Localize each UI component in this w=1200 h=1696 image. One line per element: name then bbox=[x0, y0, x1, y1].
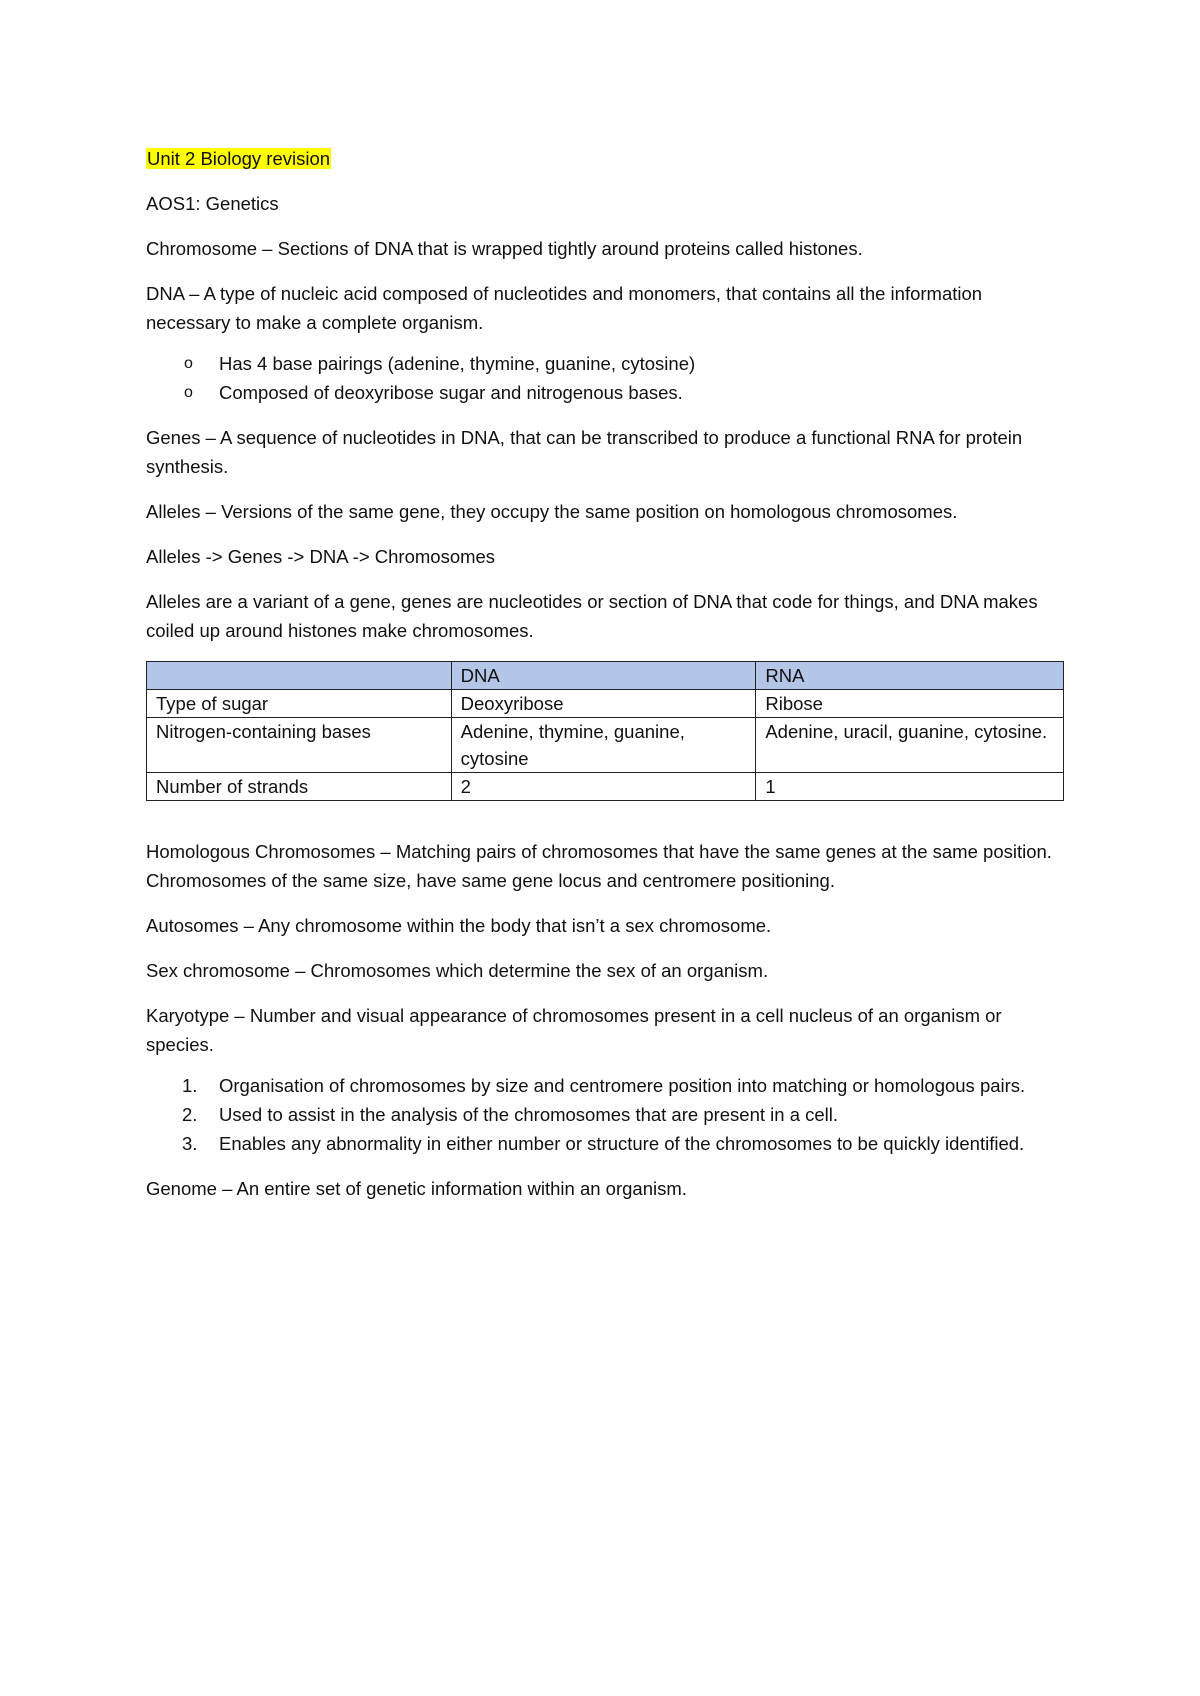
list-number: 3. bbox=[182, 1133, 198, 1154]
sex-chromosome-definition: Sex chromosome – Chromosomes which determine the sex of an organism. bbox=[146, 960, 769, 981]
table-row bbox=[147, 718, 1064, 773]
document-title: Unit 2 Biology revision bbox=[147, 148, 331, 169]
table-cell: Number of strands bbox=[147, 773, 452, 801]
genes-definition: Genes – A sequence of nucleotides in DNA, that can be transcribed to produce a functional RNA for protein synthesis. bbox=[146, 427, 1023, 477]
bullet-marker: o bbox=[184, 384, 193, 401]
list-number: 1. bbox=[182, 1075, 198, 1096]
table-header-cell: RNA bbox=[756, 662, 1064, 690]
list-item bbox=[146, 1129, 1066, 1158]
list-item bbox=[146, 378, 1066, 407]
table-cell: Deoxyribose bbox=[451, 690, 756, 718]
table-header-cell bbox=[147, 662, 452, 690]
table-cell: Nitrogen-containing bases bbox=[147, 718, 452, 773]
list-item-text: Organisation of chromosomes by size and centromere position into matching or homologous pairs. bbox=[219, 1075, 1026, 1096]
dna-definition: DNA – A type of nucleic acid composed of nucleotides and monomers, that contains all the information necessary to make a complete organism. bbox=[146, 283, 983, 333]
hierarchy-line: Alleles -> Genes -> DNA -> Chromosomes bbox=[146, 546, 496, 567]
dna-rna-comparison-table bbox=[146, 661, 1064, 801]
table-cell: Ribose bbox=[756, 690, 1064, 718]
table-cell: Adenine, uracil, guanine, cytosine. bbox=[756, 718, 1064, 773]
table-cell: 2 bbox=[451, 773, 756, 801]
list-item-text: Has 4 base pairings (adenine, thymine, guanine, cytosine) bbox=[219, 353, 696, 374]
section-heading: AOS1: Genetics bbox=[146, 193, 279, 214]
genome-definition: Genome – An entire set of genetic information within an organism. bbox=[146, 1178, 687, 1199]
dna-bullet-list bbox=[146, 349, 1066, 407]
autosomes-definition: Autosomes – Any chromosome within the body that isn’t a sex chromosome. bbox=[146, 915, 772, 936]
list-number: 2. bbox=[182, 1104, 198, 1125]
table-cell: 1 bbox=[756, 773, 1064, 801]
table-header-row bbox=[147, 662, 1064, 690]
list-item bbox=[146, 349, 1066, 378]
list-item bbox=[146, 1071, 1066, 1100]
chromosome-definition: Chromosome – Sections of DNA that is wrapped tightly around proteins called histones. bbox=[146, 238, 863, 259]
homologous-definition: Homologous Chromosomes – Matching pairs of chromosomes that have the same genes at the same position. Chromosomes of the same size, have same gene locus and centromere positioning. bbox=[146, 841, 1052, 891]
title-line bbox=[146, 144, 1066, 173]
list-item-text: Enables any abnormality in either number or structure of the chromosomes to be quickly identified. bbox=[219, 1133, 1025, 1154]
list-item-text: Composed of deoxyribose sugar and nitrogenous bases. bbox=[219, 382, 683, 403]
table-row bbox=[147, 690, 1064, 718]
table-header-cell: DNA bbox=[451, 662, 756, 690]
table-row bbox=[147, 773, 1064, 801]
karyotype-numbered-list bbox=[146, 1071, 1066, 1158]
table-cell: Type of sugar bbox=[147, 690, 452, 718]
table-cell: Adenine, thymine, guanine, cytosine bbox=[451, 718, 756, 773]
list-item bbox=[146, 1100, 1066, 1129]
bullet-marker: o bbox=[184, 355, 193, 372]
document-body bbox=[146, 144, 1066, 1219]
list-item-text: Used to assist in the analysis of the chromosomes that are present in a cell. bbox=[219, 1104, 839, 1125]
karyotype-definition: Karyotype – Number and visual appearance of chromosomes present in a cell nucleus of an organism or species. bbox=[146, 1005, 1002, 1055]
alleles-definition: Alleles – Versions of the same gene, they occupy the same position on homologous chromosomes. bbox=[146, 501, 958, 522]
alleles-summary: Alleles are a variant of a gene, genes are nucleotides or section of DNA that code for things, and DNA makes coiled up around histones make chromosomes. bbox=[146, 591, 1038, 641]
